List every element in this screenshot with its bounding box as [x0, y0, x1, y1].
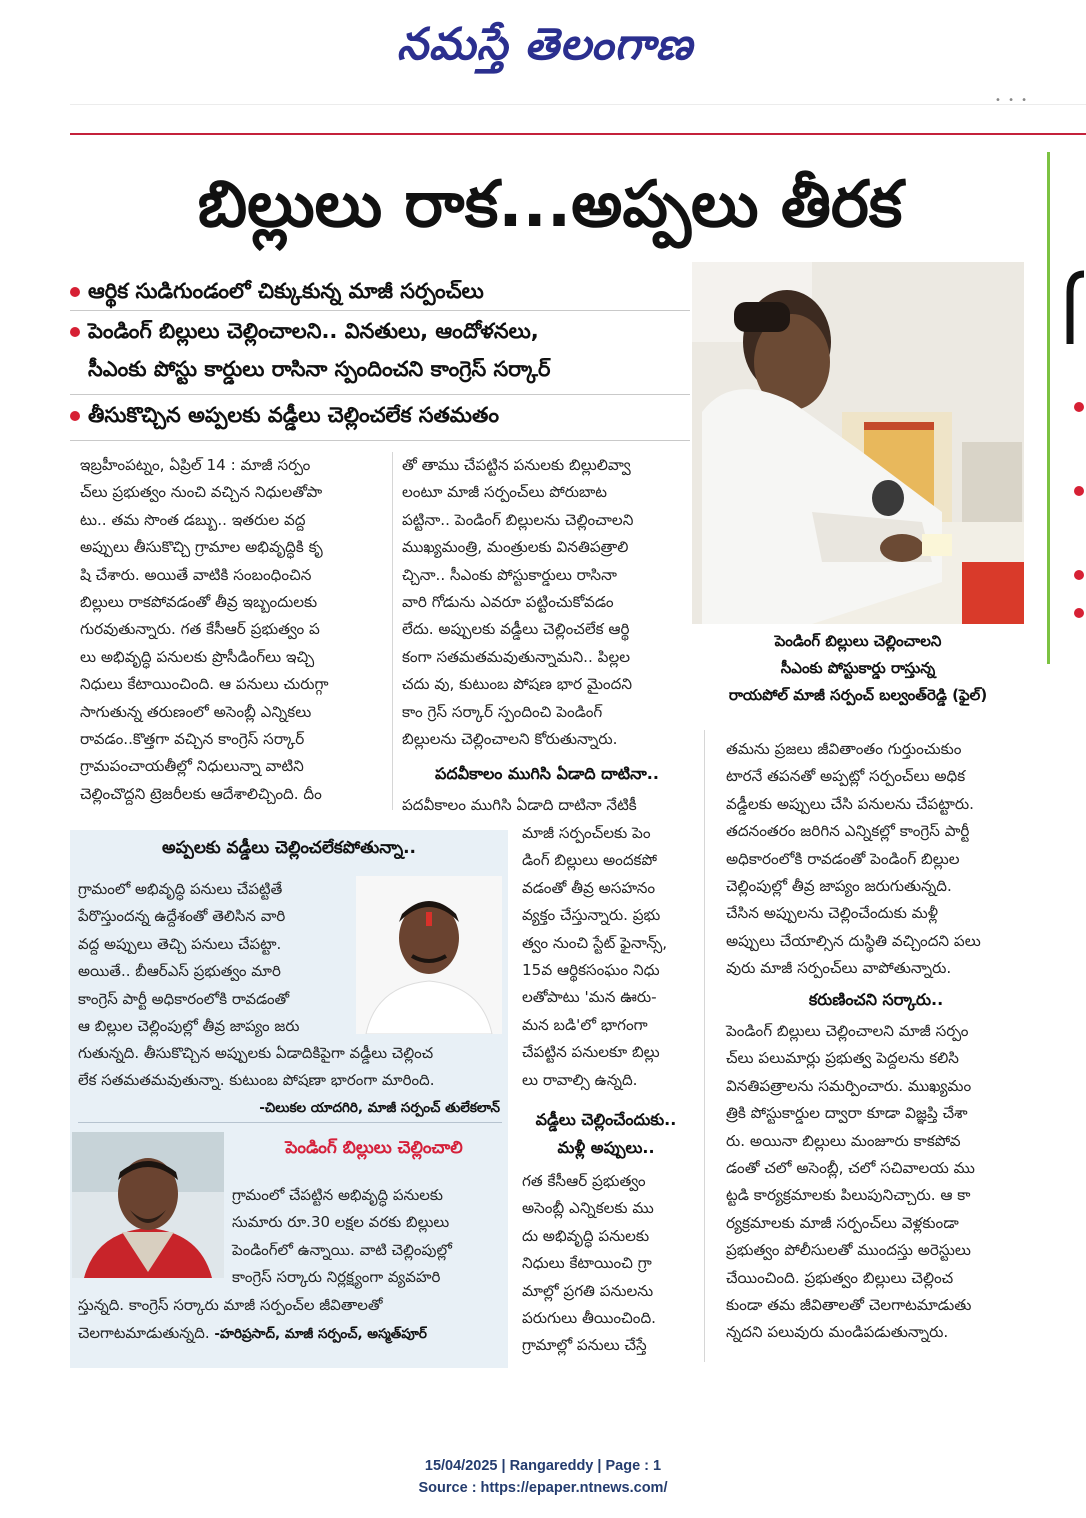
quote-box-1-text-full: గుతున్నది. తీసుకొచ్చిన అప్పులకు ఏడాదికిపైగా వడ్డీలు చెల్లించ లేక సతమతమవుతున్నా. కుటుంబ పోషణా భారంగా మారింది.: [78, 1044, 435, 1090]
bullet-icon: [70, 327, 80, 337]
quote-box-2-text-full: స్తున్నది. కాంగ్రెస్ సర్కారు మాజీ సర్పంచ్‌ల జీవితాలతో: [78, 1296, 383, 1314]
quote-box-1-text: గ్రామంలో అభివృద్ధి పనులు చేపట్టితే పేరొస్తుందన్న ఉద్దేశంతో తెలిసిన వారి వద్ద అప్పులు తెచ్చి పనులు చేపట్టా. అయితే.. బీఆర్‌ఎస్ ప్రభుత్వం మారి కాంగ్రెస్ పార్టీ అధికారంలోకి రావడంతో ఆ బిల్లుల చెల్లింపుల్లో తీవ్ర జాప్యం జరు: [78, 880, 300, 1036]
subhead-2-cont: సీఎంకు పోస్టు కార్డులు రాసినా స్పందించని కాంగ్రెస్ సర్కార్: [88, 357, 551, 381]
top-divider: [70, 104, 1086, 105]
article-column-2-line: పదవీకాలం ముగిసి ఏడాది దాటినా నేటికీ: [402, 796, 637, 814]
column-divider: [392, 452, 393, 810]
quote-box-2-title: పెండింగ్ బిల్లులు చెల్లించాలి: [285, 1138, 463, 1158]
quote-box-2-last-line: చెలగాటమాడుతున్నది. -హరిప్రసాద్, మాజీ సర్పంచ్, అస్మత్‌పూర్: [78, 1324, 427, 1342]
quote-box-2-text: గ్రామంలో చేపట్టిన అభివృద్ధి పనులకు సుమారు రూ.30 లక్షల వరకు బిల్లులు పెండింగ్‌లో ఉన్నాయి. వాటి చెల్లింపుల్లో కాంగ్రెస్ సర్కారు నిర్లక్ష్యంగా వ్యవహరి: [232, 1186, 452, 1287]
subhead-divider: [70, 310, 690, 311]
bullet-icon: [1074, 486, 1084, 496]
subhead-vaddilu: వడ్డీలు చెల్లించేందుకు.. మళ్లీ అప్పులు..: [535, 1110, 677, 1157]
bullet-icon: [70, 287, 80, 297]
red-divider: [70, 133, 1086, 135]
bullet-icon: [1074, 570, 1084, 580]
footer-date-edition: 15/04/2025 | Rangareddy | Page : 1: [424, 1458, 662, 1474]
portrait-yadagiri: [356, 876, 502, 1034]
bullet-icon: [1074, 402, 1084, 412]
quote-box-1-signature: -చిలుకల యాదగిరి, మాజీ సర్పంచ్ తులేకలాన్: [259, 1100, 500, 1116]
subhead-2: పెండింగ్ బిల్లులు చెల్లించాలని.. వినతులు, ఆందోళనలు,: [70, 314, 539, 348]
bullet-icon: [70, 411, 80, 421]
masthead-logo: నమస్తే తెలంగాణ: [396, 19, 694, 70]
article-column-1: ఇబ్రహీంపట్నం, ఏప్రిల్ 14 : మాజీ సర్పం చ్‌లు ప్రభుత్వం నుంచి వచ్చిన నిధులతోపా టు.. తమ సొంత డబ్బు.. ఇతరుల వద్ద అప్పులు తీసుకొచ్చి గ్రామాల అభివృద్ధికి కృ షి చేశారు. అయితే వాటికి సంబంధించిన బిల్లులు రాకపోవడంతో తీవ్ర ఇబ్బందులకు గురవుతున్నారు. గత కేసీఆర్ ప్రభుత్వం ప లు అభివృద్ధి పనులకు ప్రొసీడింగ్‌లు ఇచ్చి నిధులు కేటాయించింది. ఆ పనులు చురుగ్గా సాగుతున్న తరుణంలో అసెంబ్లీ ఎన్నికలు రావడం..కొత్తగా వచ్చిన కాంగ్రెస్ సర్కార్ గ్రామపంచాయతీల్లో నిధులున్నా వాటిని చెల్లించొద్దని ట్రెజరీలకు ఆదేశాలిచ్చింది. దీం: [80, 456, 329, 803]
photo-man-writing-postcard: [692, 262, 1024, 624]
edge-marks: • • •: [995, 95, 1030, 106]
quote-box-1-title: అప్పలకు వడ్డీలు చెల్లించలేకపోతున్నా..: [161, 838, 416, 858]
adjacent-article-border: [1047, 152, 1050, 664]
column-divider: [704, 730, 705, 1362]
subhead-karuninchani: కరుణించని సర్కారు..: [808, 990, 944, 1009]
photo-caption: పెండింగ్ బిల్లులు చెల్లించాలని సీఎంకు పోస్టుకార్డు రాస్తున్న రాయపోల్ మాజీ సర్పంచ్ బల్వంత్‌రెడ్డి (ఫైల్): [728, 632, 988, 704]
subhead-divider: [70, 440, 690, 441]
headline: బిల్లులు రాక...అప్పలు తీరక: [197, 168, 903, 242]
adjacent-headline-fragment: [1062, 268, 1086, 352]
subhead-1: ఆర్థిక సుడిగుండంలో చిక్కుకున్న మాజీ సర్పంచ్‌లు: [70, 274, 484, 308]
bullet-icon: [1074, 608, 1084, 618]
footer-source-link[interactable]: Source : https://epaper.ntnews.com/: [418, 1480, 668, 1496]
subhead-3: తీసుకొచ్చిన అప్పలకు వడ్డీలు చెల్లించలేక సతమతం: [70, 398, 499, 432]
quote-box-2-signature: -హరిప్రసాద్, మాజీ సర్పంచ్, అస్మత్‌పూర్: [214, 1326, 427, 1342]
article-column-2-mid: మాజీ సర్పంచ్‌లకు పెం డింగ్ బిల్లులు అందకపో వడంతో తీవ్ర అసహనం వ్యక్తం చేస్తున్నారు. ప్రభు త్వం నుంచి స్టేట్ ఫైనాన్స్, 15వ ఆర్థికసంఘం నిధు లతోపాటు 'మన ఊరు- మన బడి'లో భాగంగా చేపట్టిన పనులకూ బిల్లు లు రావాల్సి ఉన్నది.: [522, 824, 668, 1089]
subhead-divider: [70, 394, 690, 395]
article-column-3-bottom: పెండింగ్ బిల్లులు చెల్లించాలని మాజీ సర్పం చ్‌లు పలుమార్లు ప్రభుత్వ పెద్దలను కలిసి వినతిపత్రాలను సమర్పించారు. ముఖ్యమం త్రికి పోస్టుకార్డుల ద్వారా కూడా విజ్ఞప్తి చేశా రు. అయినా బిల్లులు మంజూరు కాకపోవ డంతో చలో అసెంబ్లీ, చలో సచివాలయ ము ట్టడి కార్యక్రమాలకు పిలుపునిచ్చారు. ఆ కా ర్యక్రమాలకు మాజీ సర్పంచ్‌లు వెళ్లకుండా ప్రభుత్వం పోలీసులతో ముందస్తు అరెస్టులు చేయించింది. ప్రభుత్వం బిల్లులు చెల్లించ కుండా తమ జీవితాలతో చెలగాటమాడుతు న్నదని పలువురు మండిపడుతున్నారు.: [726, 1022, 975, 1342]
article-column-3-top: తమను ప్రజలు జీవితాంతం గుర్తుంచుకుం టారనే తపనతో అప్పట్లో సర్పంచ్‌లు అధిక వడ్డీలకు అప్పులు చేసి పనులను చేపట్టారు. తదనంతరం జరిగిన ఎన్నికల్లో కాంగ్రెస్ పార్టీ అధికారంలోకి రావడంతో పెండింగ్ బిల్లుల చెల్లింపుల్లో తీవ్ర జాప్యం జరుగుతున్నది. చేసిన అప్పులను చెల్లించేందుకు మళ్లీ అప్పులు చేయాల్సిన దుస్థితి వచ్చిందని పలు వురు మాజీ సర్పంచ్‌లు వాపోతున్నారు.: [726, 740, 981, 978]
portrait-hariprasad: [72, 1132, 224, 1278]
article-column-2-top: తో తాము చేపట్టిన పనులకు బిల్లులివ్వా లంటూ మాజీ సర్పంచ్‌లు పోరుబాట పట్టినా.. పెండింగ్ బిల్లులను చెల్లించాలని ముఖ్యమంత్రి, మంత్రులకు వినతిపత్రాలి చ్చినా.. సీఎంకు పోస్టుకార్డులు రాసినా వారి గోడును ఎవరూ పట్టించుకోవడం లేదు. అప్పులకు వడ్డీలు చెల్లించలేక ఆర్థి కంగా సతమతమవుతున్నామని.. పిల్లల చదు వు, కుటుంబ పోషణ భార మైందని కాం గ్రెస్ సర్కార్ స్పందించి పెండింగ్ బిల్లులను చెల్లించాలని కోరుతున్నారు.: [402, 456, 634, 749]
box-divider: [78, 1122, 502, 1123]
subhead-padavikalam: పదవీకాలం ముగిసి ఏడాది దాటినా..: [435, 764, 659, 783]
article-column-2-bottom: గత కేసీఆర్ ప్రభుత్వం అసెంబ్లీ ఎన్నికలకు ము దు అభివృద్ధి పనులకు నిధులు కేటాయించి గ్రా మాల్లో ప్రగతి పనులను పరుగులు తీయించింది. గ్రామాల్లో పనులు చేస్తే: [522, 1172, 657, 1355]
